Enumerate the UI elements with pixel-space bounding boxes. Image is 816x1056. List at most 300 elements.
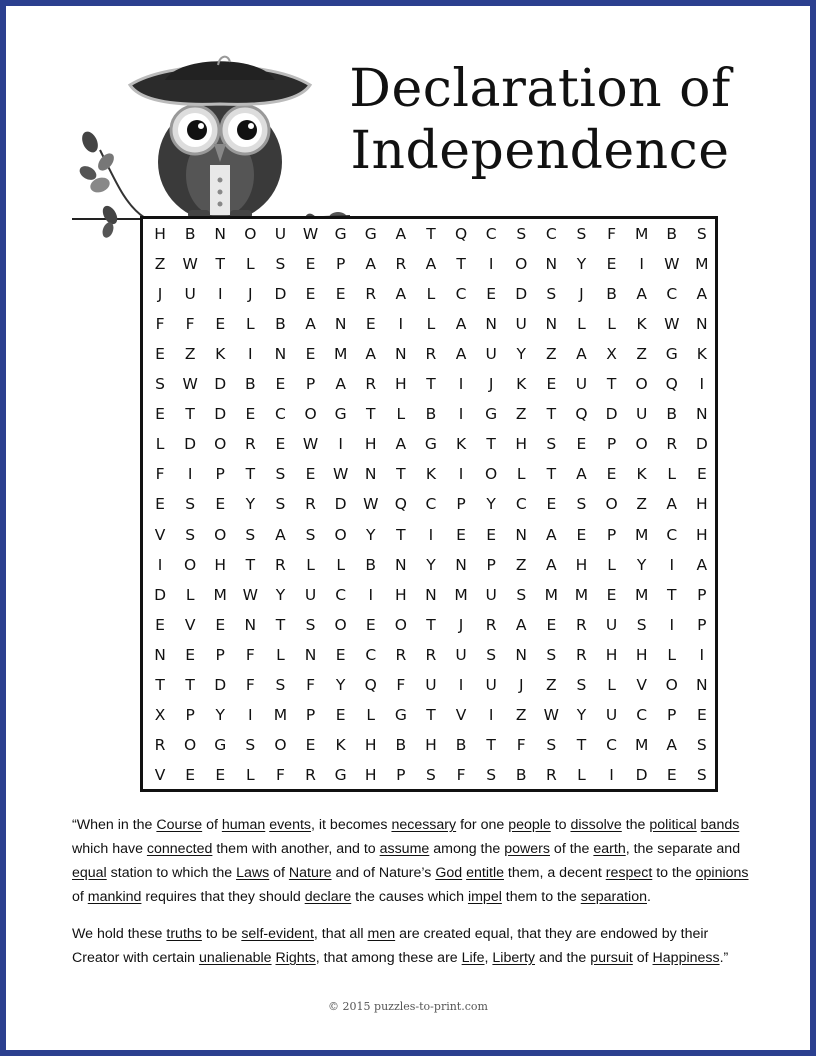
grid-cell: K [516, 375, 527, 394]
grid-cell: L [276, 645, 285, 664]
grid-cell: T [576, 735, 587, 754]
grid-cell: H [214, 555, 227, 574]
grid-cell: R [576, 645, 587, 664]
hidden-word: bands [700, 817, 740, 833]
grid-cell: T [606, 375, 617, 394]
grid-cell: I [248, 345, 253, 364]
grid-cell: A [455, 315, 467, 334]
grid-cell: T [155, 675, 165, 694]
grid-cell: O [635, 435, 648, 454]
grid-cell: W [363, 495, 379, 514]
grid-cell: J [458, 615, 464, 634]
grid-cell: Z [515, 555, 527, 574]
grid-cell: V [455, 705, 467, 724]
grid-cell: U [304, 585, 317, 604]
grid-row [143, 339, 715, 369]
hidden-word: self-evident [241, 926, 314, 942]
grid-cell: Y [576, 255, 587, 274]
grid-cell: E [335, 645, 346, 664]
hidden-word: earth [593, 841, 626, 857]
grid-cell: F [155, 465, 165, 484]
grid-cell: R [576, 615, 587, 634]
grid-cell: G [214, 735, 227, 754]
grid-cell: T [185, 405, 195, 424]
hidden-word: impel [467, 889, 502, 905]
grid-cell: M [454, 585, 468, 604]
grid-cell: S [185, 525, 196, 544]
grid-row [143, 580, 715, 610]
grid-cell: C [425, 495, 437, 514]
grid-cell: N [455, 555, 467, 574]
grid-cell: O [605, 495, 618, 514]
grid-cell: I [609, 765, 614, 784]
grid-cell: T [215, 255, 225, 274]
grid-cell: N [696, 675, 708, 694]
grid-cell: P [215, 645, 225, 664]
grid-cell: C [666, 525, 678, 544]
quote-text: them, a decent [503, 865, 606, 881]
grid-cell: A [395, 435, 407, 454]
grid-cell: O [244, 225, 257, 243]
grid-cell: P [456, 495, 466, 514]
grid-cell: A [395, 285, 407, 304]
grid-cell: F [456, 765, 466, 784]
grid-cell: R [425, 345, 437, 364]
grid-cell: M [634, 585, 649, 604]
grid-cell: G [424, 435, 437, 454]
grid-cell: F [155, 315, 165, 334]
grid-cell: F [607, 225, 616, 243]
grid-cell: D [695, 435, 708, 454]
grid-cell: O [515, 255, 528, 274]
grid-cell: Y [366, 525, 376, 544]
grid-cell: U [575, 375, 588, 394]
grid-cell: G [334, 225, 347, 243]
grid-cell: E [335, 705, 346, 724]
grid-cell: S [576, 495, 587, 514]
grid-cell: R [244, 435, 256, 454]
grid-cell: S [245, 525, 256, 544]
grid-cell: C [636, 705, 648, 724]
grid-cell: O [304, 405, 317, 424]
grid-cell: E [546, 495, 557, 514]
grid-cell: B [606, 285, 617, 304]
grid-cell: P [697, 615, 707, 634]
grid-cell: H [575, 555, 588, 574]
grid-cell: S [636, 615, 647, 634]
grid-cell: F [275, 765, 285, 784]
grid-cell: A [305, 315, 316, 334]
grid-cell: Z [515, 705, 527, 724]
grid-cell: B [666, 225, 678, 243]
hidden-word: Rights [275, 950, 316, 966]
grid-cell: E [155, 405, 165, 424]
grid-cell: T [275, 615, 286, 634]
grid-cell: G [364, 225, 377, 243]
grid-cell: A [546, 525, 557, 544]
quote-text: . [647, 889, 651, 905]
grid-cell: M [544, 585, 559, 604]
grid-cell: P [606, 435, 617, 454]
grid-cell: M [333, 345, 348, 364]
grid-cell: J [157, 285, 163, 304]
grid-cell: I [458, 465, 464, 484]
grid-cell: P [486, 555, 496, 574]
grid-cell: Z [636, 345, 647, 364]
grid-cell: V [154, 525, 166, 544]
grid-cell: Y [516, 345, 526, 364]
grid-cell: K [636, 465, 647, 484]
grid-cell: L [426, 315, 436, 334]
hidden-word: dissolve [570, 817, 622, 833]
grid-cell: E [305, 345, 316, 364]
quote-text: of the [549, 841, 594, 857]
grid-cell: F [245, 675, 255, 694]
grid-cell: I [428, 525, 434, 544]
grid-cell: I [458, 675, 464, 694]
grid-cell: T [396, 465, 406, 484]
grid-cell: E [606, 585, 617, 604]
quote-text: of [72, 889, 88, 905]
quote-text: “When in the [72, 817, 157, 833]
quote-text: of [632, 950, 653, 966]
grid-cell: O [334, 525, 347, 544]
grid-cell: S [486, 765, 497, 784]
quote-text: the causes which [351, 889, 468, 905]
grid-cell: I [669, 555, 675, 574]
grid-cell: T [486, 435, 496, 454]
grid-cell: R [154, 735, 166, 754]
quote-text: requires that they should [141, 889, 305, 905]
grid-cell: J [248, 285, 253, 304]
quote-text: station to which the [106, 865, 237, 881]
grid-cell: E [666, 765, 677, 784]
grid-cell: U [635, 405, 648, 424]
grid-cell: V [154, 765, 166, 784]
grid-cell: Q [665, 375, 678, 394]
grid-cell: T [396, 525, 406, 544]
grid-cell: D [515, 285, 528, 304]
grid-cell: E [606, 465, 617, 484]
grid-cell: L [607, 555, 616, 574]
grid-cell: S [245, 735, 256, 754]
grid-cell: T [426, 375, 436, 394]
quote-text: and the [535, 950, 591, 966]
grid-cell: W [302, 435, 319, 454]
grid-cell: X [606, 345, 617, 364]
grid-row [143, 730, 715, 760]
grid-cell: E [546, 615, 557, 634]
grid-cell: U [515, 315, 527, 334]
grid-cell: E [486, 525, 497, 544]
grid-row [143, 279, 715, 309]
grid-cell: L [246, 315, 255, 334]
grid-cell: E [185, 765, 196, 784]
grid-cell: K [215, 345, 226, 364]
hidden-word: Course [156, 817, 203, 833]
grid-cell: J [488, 375, 494, 394]
hidden-word: unalienable [198, 950, 272, 966]
grid-row [143, 249, 715, 279]
grid-cell: R [395, 255, 407, 274]
grid-cell: U [485, 345, 497, 364]
quote-text: We hold these [72, 926, 167, 942]
grid-cell: N [515, 525, 528, 544]
grid-cell: C [365, 645, 377, 664]
grid-cell: W [302, 225, 319, 243]
grid-cell: F [516, 735, 526, 754]
grid-cell: Y [245, 495, 256, 514]
grid-cell: O [394, 615, 407, 634]
grid-cell: X [154, 705, 166, 724]
hidden-word: necessary [391, 817, 457, 833]
grid-cell: S [546, 285, 557, 304]
grid-cell: P [697, 585, 707, 604]
grid-cell: N [244, 615, 257, 634]
grid-cell: H [635, 645, 648, 664]
page-title [330, 58, 750, 182]
grid-cell: L [246, 765, 255, 784]
grid-cell: P [606, 525, 617, 544]
grid-cell: G [334, 765, 347, 784]
grid-cell: T [245, 555, 256, 574]
grid-cell: L [185, 585, 195, 604]
grid-cell: T [546, 405, 557, 424]
grid-cell: P [215, 465, 225, 484]
grid-cell: E [576, 435, 587, 454]
grid-cell: C [545, 225, 557, 243]
grid-cell: E [305, 465, 316, 484]
grid-cell: I [488, 705, 494, 724]
grid-cell: A [666, 735, 678, 754]
grid-cell: I [699, 375, 705, 394]
hidden-word: events [269, 817, 312, 833]
grid-cell: S [546, 435, 557, 454]
grid-cell: N [395, 345, 407, 364]
grid-cell: S [516, 225, 527, 243]
grid-cell: D [214, 405, 227, 424]
hidden-word: Laws [236, 865, 270, 881]
grid-cell: E [456, 525, 466, 544]
grid-cell: E [305, 255, 316, 274]
grid-cell: L [607, 675, 616, 694]
grid-cell: H [154, 225, 166, 243]
grid-cell: I [248, 705, 253, 724]
grid-cell: J [579, 285, 584, 304]
hidden-word: God [435, 865, 463, 881]
hidden-word: human [221, 817, 266, 833]
grid-cell: S [576, 675, 587, 694]
hidden-word: Nature [288, 865, 332, 881]
grid-cell: U [485, 675, 497, 694]
grid-row [143, 640, 715, 670]
grid-cell: E [365, 315, 376, 334]
grid-cell: K [425, 465, 437, 484]
grid-cell: N [214, 225, 227, 243]
grid-cell: S [546, 735, 557, 754]
grid-cell: R [485, 615, 497, 634]
grid-cell: N [485, 315, 497, 334]
grid-cell: W [664, 315, 680, 334]
grid-cell: L [366, 705, 376, 724]
grid-cell: A [696, 555, 708, 574]
grid-cell: O [274, 735, 287, 754]
grid-cell: L [396, 405, 406, 424]
grid-cell: B [365, 555, 377, 574]
grid-cell: A [636, 285, 647, 304]
grid-cell: N [545, 315, 558, 334]
grid-cell: E [696, 465, 707, 484]
grid-cell: E [275, 375, 286, 394]
grid-cell: K [455, 435, 467, 454]
grid-cell: E [215, 765, 226, 784]
grid-cell: H [364, 735, 377, 754]
grid-cell: N [696, 405, 708, 424]
grid-cell: A [576, 345, 587, 364]
quote-text: to be [201, 926, 242, 942]
grid-cell: H [395, 585, 407, 604]
grid-cell: Q [364, 675, 377, 694]
grid-cell: I [639, 255, 644, 274]
hidden-word: people [508, 817, 551, 833]
grid-cell: S [275, 255, 286, 274]
grid-cell: B [395, 735, 407, 754]
grid-cell: D [184, 435, 197, 454]
hidden-word: Life [461, 950, 485, 966]
grid-cell: B [275, 315, 286, 334]
grid-cell: S [486, 645, 497, 664]
hidden-word: separation [580, 889, 647, 905]
grid-cell: S [305, 615, 316, 634]
grid-cell: W [242, 585, 258, 604]
grid-cell: C [485, 225, 497, 243]
grid-cell: I [458, 375, 464, 394]
grid-cell: Y [275, 585, 286, 604]
grid-cell: H [395, 375, 407, 394]
grid-cell: E [155, 495, 165, 514]
grid-cell: I [669, 615, 675, 634]
quote-text: which have [72, 841, 147, 857]
grid-cell: Z [515, 405, 527, 424]
grid-cell: L [306, 555, 315, 574]
hidden-word: powers [504, 841, 550, 857]
grid-cell: F [306, 675, 315, 694]
grid-cell: R [305, 765, 316, 784]
grid-cell: I [187, 465, 193, 484]
grid-cell: M [634, 225, 649, 243]
grid-cell: U [605, 705, 618, 724]
grid-cell: N [364, 465, 377, 484]
grid-cell: N [425, 585, 437, 604]
grid-cell: I [398, 315, 404, 334]
grid-cell: H [696, 525, 708, 544]
grid-cell: U [455, 645, 467, 664]
hidden-word: truths [166, 926, 202, 942]
grid-cell: N [304, 645, 317, 664]
quote-text: the [621, 817, 650, 833]
grid-cell: Q [394, 495, 407, 514]
grid-cell: Y [576, 705, 587, 724]
grid-cell: L [336, 555, 345, 574]
grid-cell: T [426, 225, 436, 243]
grid-cell: Z [184, 345, 196, 364]
grid-cell: T [245, 465, 256, 484]
quote-text: them with another, and to [212, 841, 380, 857]
grid-row [143, 219, 715, 249]
grid-cell: R [365, 285, 377, 304]
grid-cell: C [666, 285, 678, 304]
quote-text: for one [456, 817, 509, 833]
grid-cell: E [606, 255, 617, 274]
grid-cell: S [576, 225, 587, 243]
grid-cell: T [456, 255, 466, 274]
grid-cell: C [335, 585, 347, 604]
grid-cell: S [305, 525, 316, 544]
grid-cell: U [425, 675, 437, 694]
grid-cell: D [214, 675, 227, 694]
quote-paragraph-1 [72, 813, 752, 909]
quote-text: them to the [501, 889, 581, 905]
grid-cell: E [305, 735, 316, 754]
grid-cell: S [546, 645, 557, 664]
grid-cell: E [486, 285, 497, 304]
hidden-word: opinions [695, 865, 749, 881]
grid-cell: R [275, 555, 286, 574]
grid-cell: K [636, 315, 647, 334]
quote-text: , the separate and [625, 841, 741, 857]
grid-cell: U [274, 225, 287, 243]
grid-cell: V [184, 615, 196, 634]
hidden-word: Happiness [652, 950, 720, 966]
quote-text: , that among these are [315, 950, 462, 966]
grid-cell: F [245, 645, 255, 664]
hidden-word: connected [146, 841, 213, 857]
grid-cell: Z [546, 675, 557, 694]
grid-cell: Z [636, 495, 647, 514]
grid-cell: N [274, 345, 287, 364]
grid-cell: F [185, 315, 195, 334]
grid-cell: Q [575, 405, 588, 424]
grid-cell: M [695, 255, 709, 274]
grid-cell: R [545, 765, 557, 784]
grid-cell: Y [335, 675, 346, 694]
grid-cell: E [576, 525, 587, 544]
grid-cell: R [425, 645, 437, 664]
grid-cell: I [488, 255, 494, 274]
hidden-word: political [649, 817, 697, 833]
grid-cell: J [518, 675, 524, 694]
grid-cell: T [185, 675, 195, 694]
grid-cell: E [546, 375, 557, 394]
grid-cell: W [664, 255, 680, 274]
grid-cell: B [515, 765, 527, 784]
grid-cell: U [605, 615, 618, 634]
hidden-word: pursuit [590, 950, 633, 966]
grid-cell: P [305, 375, 316, 394]
grid-row [143, 550, 715, 580]
quote-text: , [484, 950, 493, 966]
grid-cell: S [696, 765, 707, 784]
grid-cell: Z [546, 345, 557, 364]
grid-cell: T [546, 465, 557, 484]
grid-cell: O [184, 735, 197, 754]
quote-text: to [550, 817, 571, 833]
grid-cell: T [486, 735, 496, 754]
grid-cell: P [305, 705, 316, 724]
grid-cell: E [696, 705, 707, 724]
grid-cell: Y [426, 555, 436, 574]
grid-cell: S [516, 585, 527, 604]
